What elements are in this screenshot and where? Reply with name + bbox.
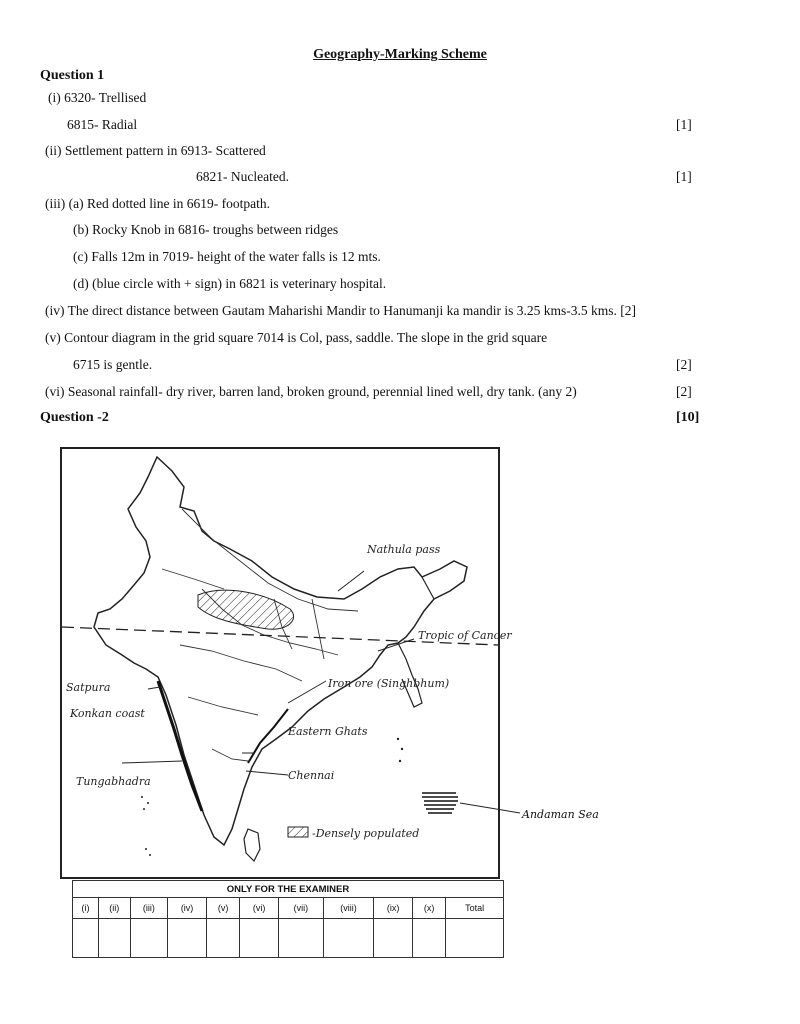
- mark-cell: [446, 919, 504, 958]
- col-header: (viii): [323, 898, 373, 919]
- mark-cell: [98, 919, 130, 958]
- answer-line: (iii) (a) Red dotted line in 6619- footpath.: [45, 196, 270, 211]
- examiner-title: ONLY FOR THE EXAMINER: [73, 881, 504, 898]
- col-header: Total: [446, 898, 504, 919]
- label-eastern-ghats: Eastern Ghats: [288, 725, 368, 738]
- answer-line: (iv) The direct distance between Gautam Maharishi Mandir to Hanumanji ka mandir is 3.25 kms-3.5 kms. [2]: [45, 303, 636, 318]
- answer-line: (b) Rocky Knob in 6816- troughs between ridges: [73, 222, 339, 237]
- india-outline-drawing: [62, 449, 512, 877]
- col-header: (iii): [130, 898, 167, 919]
- mark-cell: [279, 919, 324, 958]
- label-dense: -Densely populated: [312, 827, 420, 840]
- answer-line: 6715 is gentle.: [73, 357, 153, 372]
- answer-line: (c) Falls 12m in 7019- height of the water falls is 12 mts.: [73, 249, 381, 264]
- andaman-hatch: [422, 793, 458, 813]
- mark: [1]: [676, 117, 692, 132]
- mark-cell: [168, 919, 207, 958]
- label-andaman: Andaman Sea: [522, 808, 599, 821]
- mark: [2]: [676, 357, 692, 372]
- col-header: (vi): [240, 898, 279, 919]
- mark-cell: [207, 919, 240, 958]
- answer-line: (d) (blue circle with + sign) in 6821 is veterinary hospital.: [73, 276, 387, 291]
- mark-cell: [240, 919, 279, 958]
- label-satpura: Satpura: [66, 681, 111, 694]
- label-nathula: Nathula pass: [367, 543, 441, 556]
- answer-line: 6821- Nucleated.: [196, 169, 289, 184]
- mark-cell: [323, 919, 373, 958]
- col-header: (x): [413, 898, 446, 919]
- mark-cell: [374, 919, 413, 958]
- col-header: (i): [73, 898, 99, 919]
- page-title: Geography-Marking Scheme: [313, 47, 487, 62]
- examiner-table: [72, 880, 504, 958]
- india-map: [60, 447, 512, 879]
- mark-cell: [413, 919, 446, 958]
- label-konkan: Konkan coast: [70, 707, 145, 720]
- col-header: (ii): [98, 898, 130, 919]
- col-header: (ix): [374, 898, 413, 919]
- answer-line: (i) 6320- Trellised: [48, 90, 147, 105]
- answer-line: (ii) Settlement pattern in 6913- Scattered: [45, 143, 266, 158]
- label-iron: Iron ore (Singhbhum): [328, 677, 450, 690]
- mark-cell: [130, 919, 167, 958]
- answer-line: (v) Contour diagram in the grid square 7014 is Col, pass, saddle. The slope in the grid square: [45, 330, 548, 345]
- label-chennai: Chennai: [288, 769, 335, 782]
- question-2-marks: [10]: [676, 410, 700, 425]
- label-tungabhadra: Tungabhadra: [76, 775, 151, 788]
- col-header: (v): [207, 898, 240, 919]
- mark-cell: [73, 919, 99, 958]
- mark: [1]: [676, 169, 692, 184]
- question-2-heading: Question -2: [40, 410, 109, 425]
- col-header: (vii): [279, 898, 324, 919]
- col-header: (iv): [168, 898, 207, 919]
- question-1-heading: Question 1: [40, 68, 105, 83]
- label-tropic: Tropic of Cancer: [418, 629, 512, 642]
- answer-line: 6815- Radial: [67, 117, 138, 132]
- mark: [2]: [676, 384, 692, 399]
- answer-line: (vi) Seasonal rainfall- dry river, barren land, broken ground, perennial lined well, dry tank. (any 2): [45, 384, 577, 399]
